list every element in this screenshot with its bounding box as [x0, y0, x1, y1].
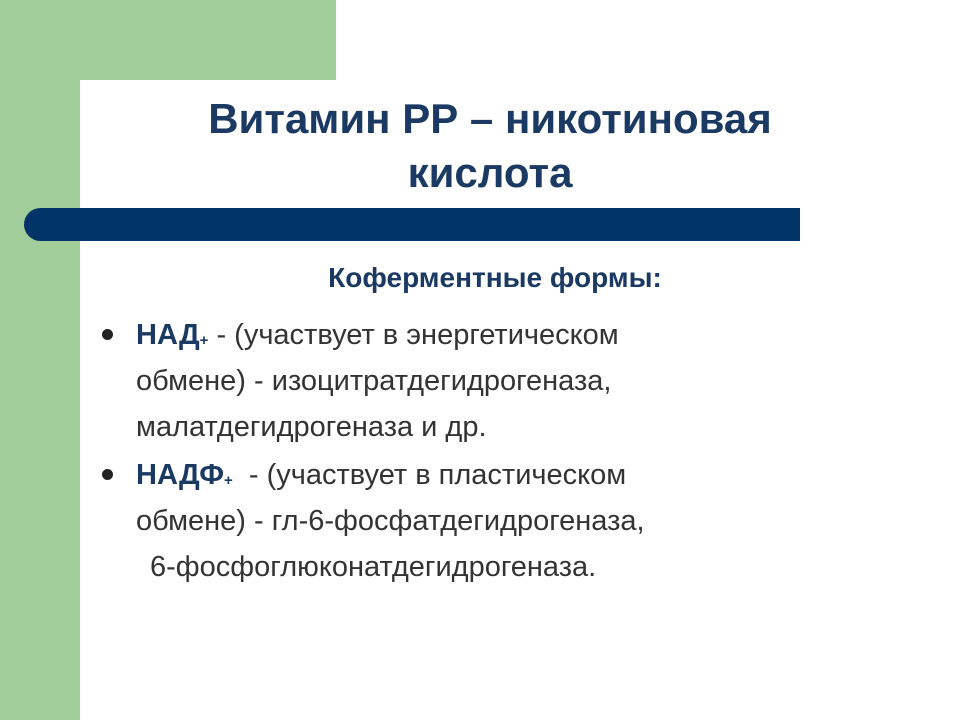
slide-title-line-1: Витамин РР – никотиновая [208, 95, 772, 142]
bullet-item-nad [98, 312, 858, 450]
bullet-term-text: НАДФ [136, 459, 224, 491]
slide-title [120, 92, 860, 200]
bullet-dot-icon [102, 329, 113, 340]
bullet-text: - (участвует в энергетическом [208, 319, 619, 351]
bullet-term [136, 319, 208, 351]
slide-title-line-2: кислота [407, 149, 573, 196]
bullet-line [136, 452, 858, 498]
bullet-line: малатдегидрогеназа и др. [136, 411, 487, 443]
bullet-list [98, 312, 858, 592]
bullet-term-superscript: + [199, 332, 209, 349]
decor-green-top-band [0, 0, 336, 80]
bullet-term-text: НАД [136, 319, 200, 351]
bullet-line: обмене) - изоцитратдегидрогеназа, [136, 365, 612, 397]
bullet-term-superscript: + [224, 472, 233, 489]
decor-green-left-band [0, 0, 80, 720]
bullet-line [136, 312, 858, 358]
bullet-text: - (участвует в пластическом [232, 459, 627, 491]
title-underline-bar [24, 208, 800, 241]
bullet-dot-icon [102, 469, 113, 480]
slide-subtitle: Коферментные формы: [328, 262, 662, 293]
bullet-term [136, 459, 233, 491]
bullet-item-nadp [98, 452, 858, 590]
bullet-line: 6-фосфоглюконатдегидрогеназа. [150, 551, 597, 583]
bullet-line: обмене) - гл-6-фосфатдегидрогеназа, [136, 505, 645, 537]
